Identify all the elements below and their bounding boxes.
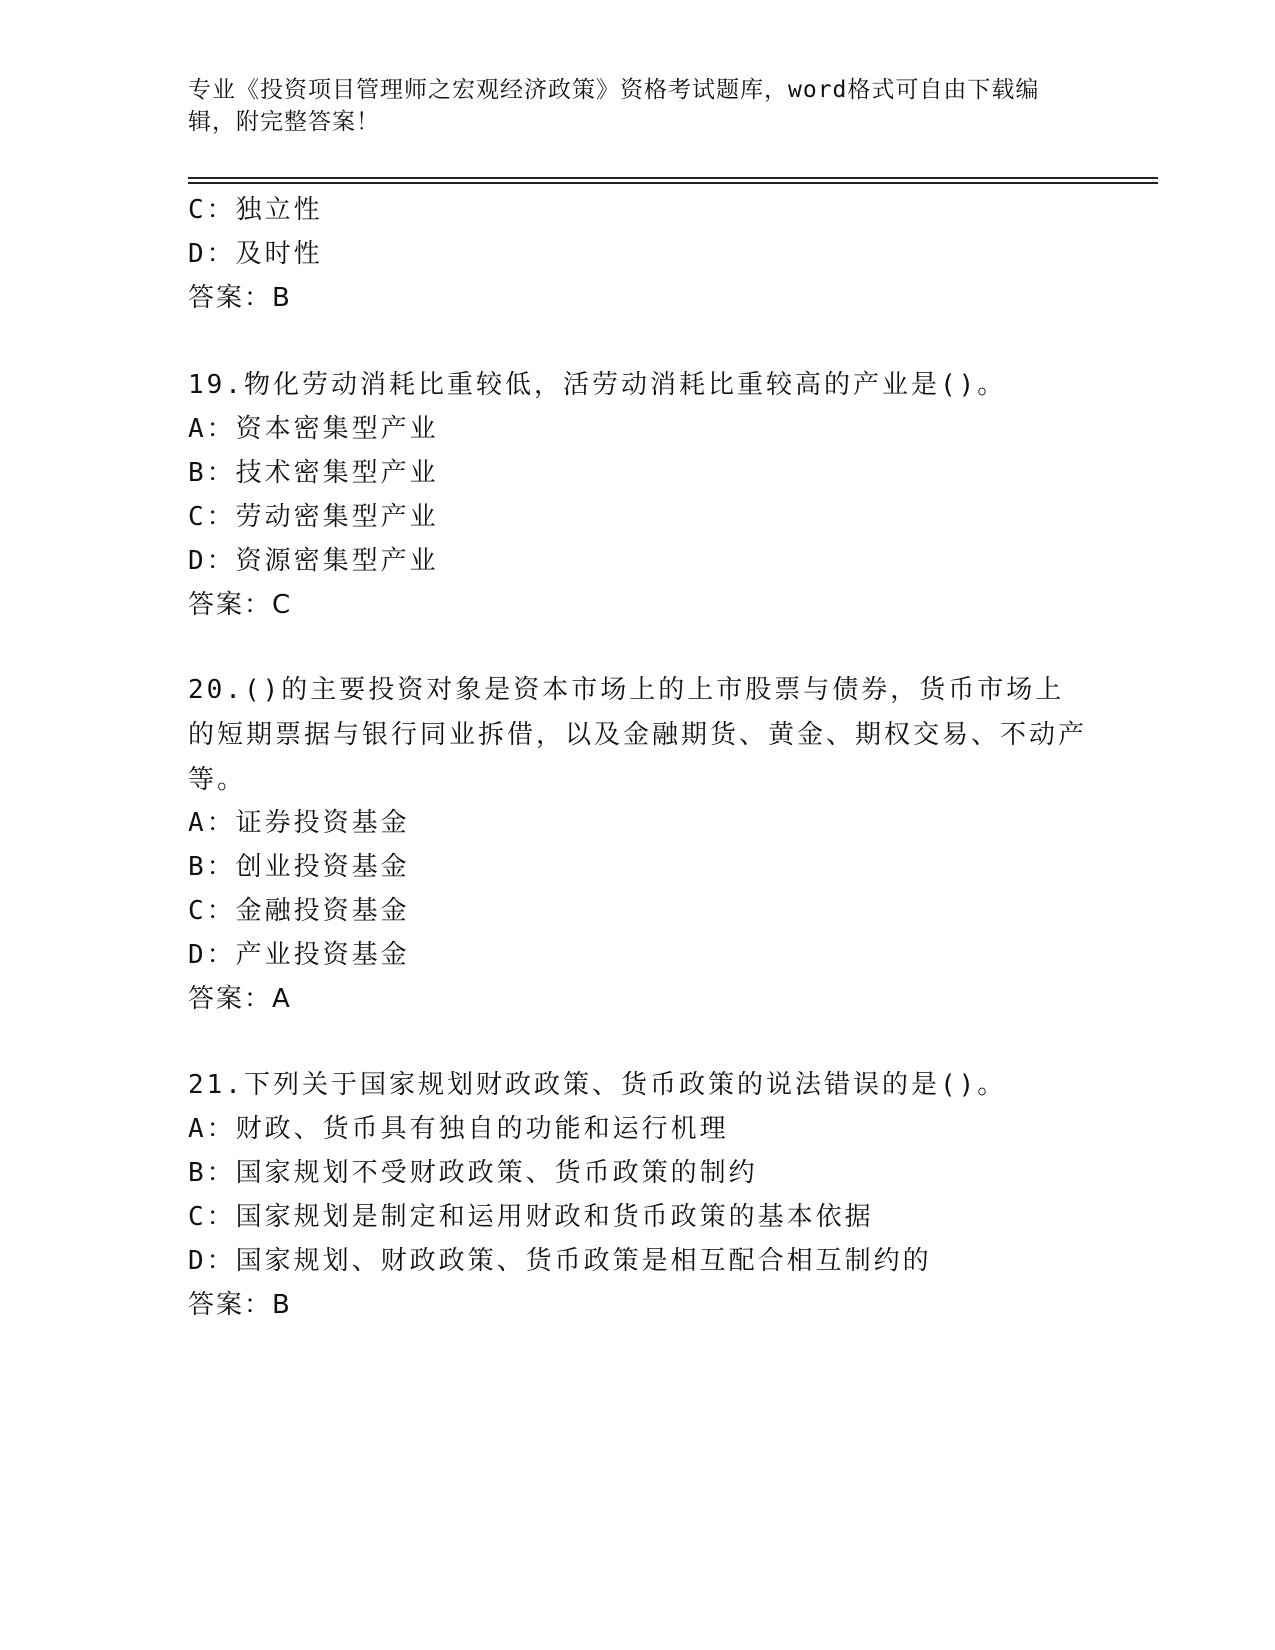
q21-option-d: D：国家规划、财政政策、货币政策是相互配合相互制约的 <box>188 1246 932 1276</box>
q19-option-a: A：资本密集型产业 <box>188 414 439 444</box>
q19-answer: 答案：C <box>188 590 293 620</box>
q21-option-c: C：国家规划是制定和运用财政和货币政策的基本依据 <box>188 1202 874 1232</box>
q21-stem: 21.下列关于国家规划财政政策、货币政策的说法错误的是()。 <box>188 1070 1007 1100</box>
q18-answer: 答案：B <box>188 283 292 313</box>
q20-answer: 答案：A <box>188 984 292 1014</box>
q20-option-b: B：创业投资基金 <box>188 852 410 882</box>
q18-option-c: C：独立性 <box>188 195 323 225</box>
q19-option-c: C：劳动密集型产业 <box>188 502 439 532</box>
q20-stem: 20.()的主要投资对象是资本市场上的上市股票与债券，货币市场上的短期票据与银行同业拆借，以及金融期货、黄金、期权交易、不动产等。 <box>188 675 1088 795</box>
q21-option-b: B：国家规划不受财政政策、货币政策的制约 <box>188 1158 758 1188</box>
q21-answer: 答案：B <box>188 1290 292 1320</box>
q19-option-b: B：技术密集型产业 <box>188 458 439 488</box>
q20-option-d: D：产业投资基金 <box>188 940 410 970</box>
header-divider-top <box>188 177 1158 179</box>
q20-option-c: C：金融投资基金 <box>188 896 410 926</box>
header-divider-bottom <box>188 182 1158 184</box>
q18-option-d: D：及时性 <box>188 239 323 269</box>
page-header-title: 专业《投资项目管理师之宏观经济政策》资格考试题库，word格式可自由下载编辑，附完整答案！ <box>188 77 1040 135</box>
q19-option-d: D：资源密集型产业 <box>188 546 439 576</box>
q19-stem: 19.物化劳动消耗比重较低，活劳动消耗比重较高的产业是()。 <box>188 370 1007 400</box>
q20-option-a: A：证券投资基金 <box>188 808 410 838</box>
q21-option-a: A：财政、货币具有独自的功能和运行机理 <box>188 1114 729 1144</box>
